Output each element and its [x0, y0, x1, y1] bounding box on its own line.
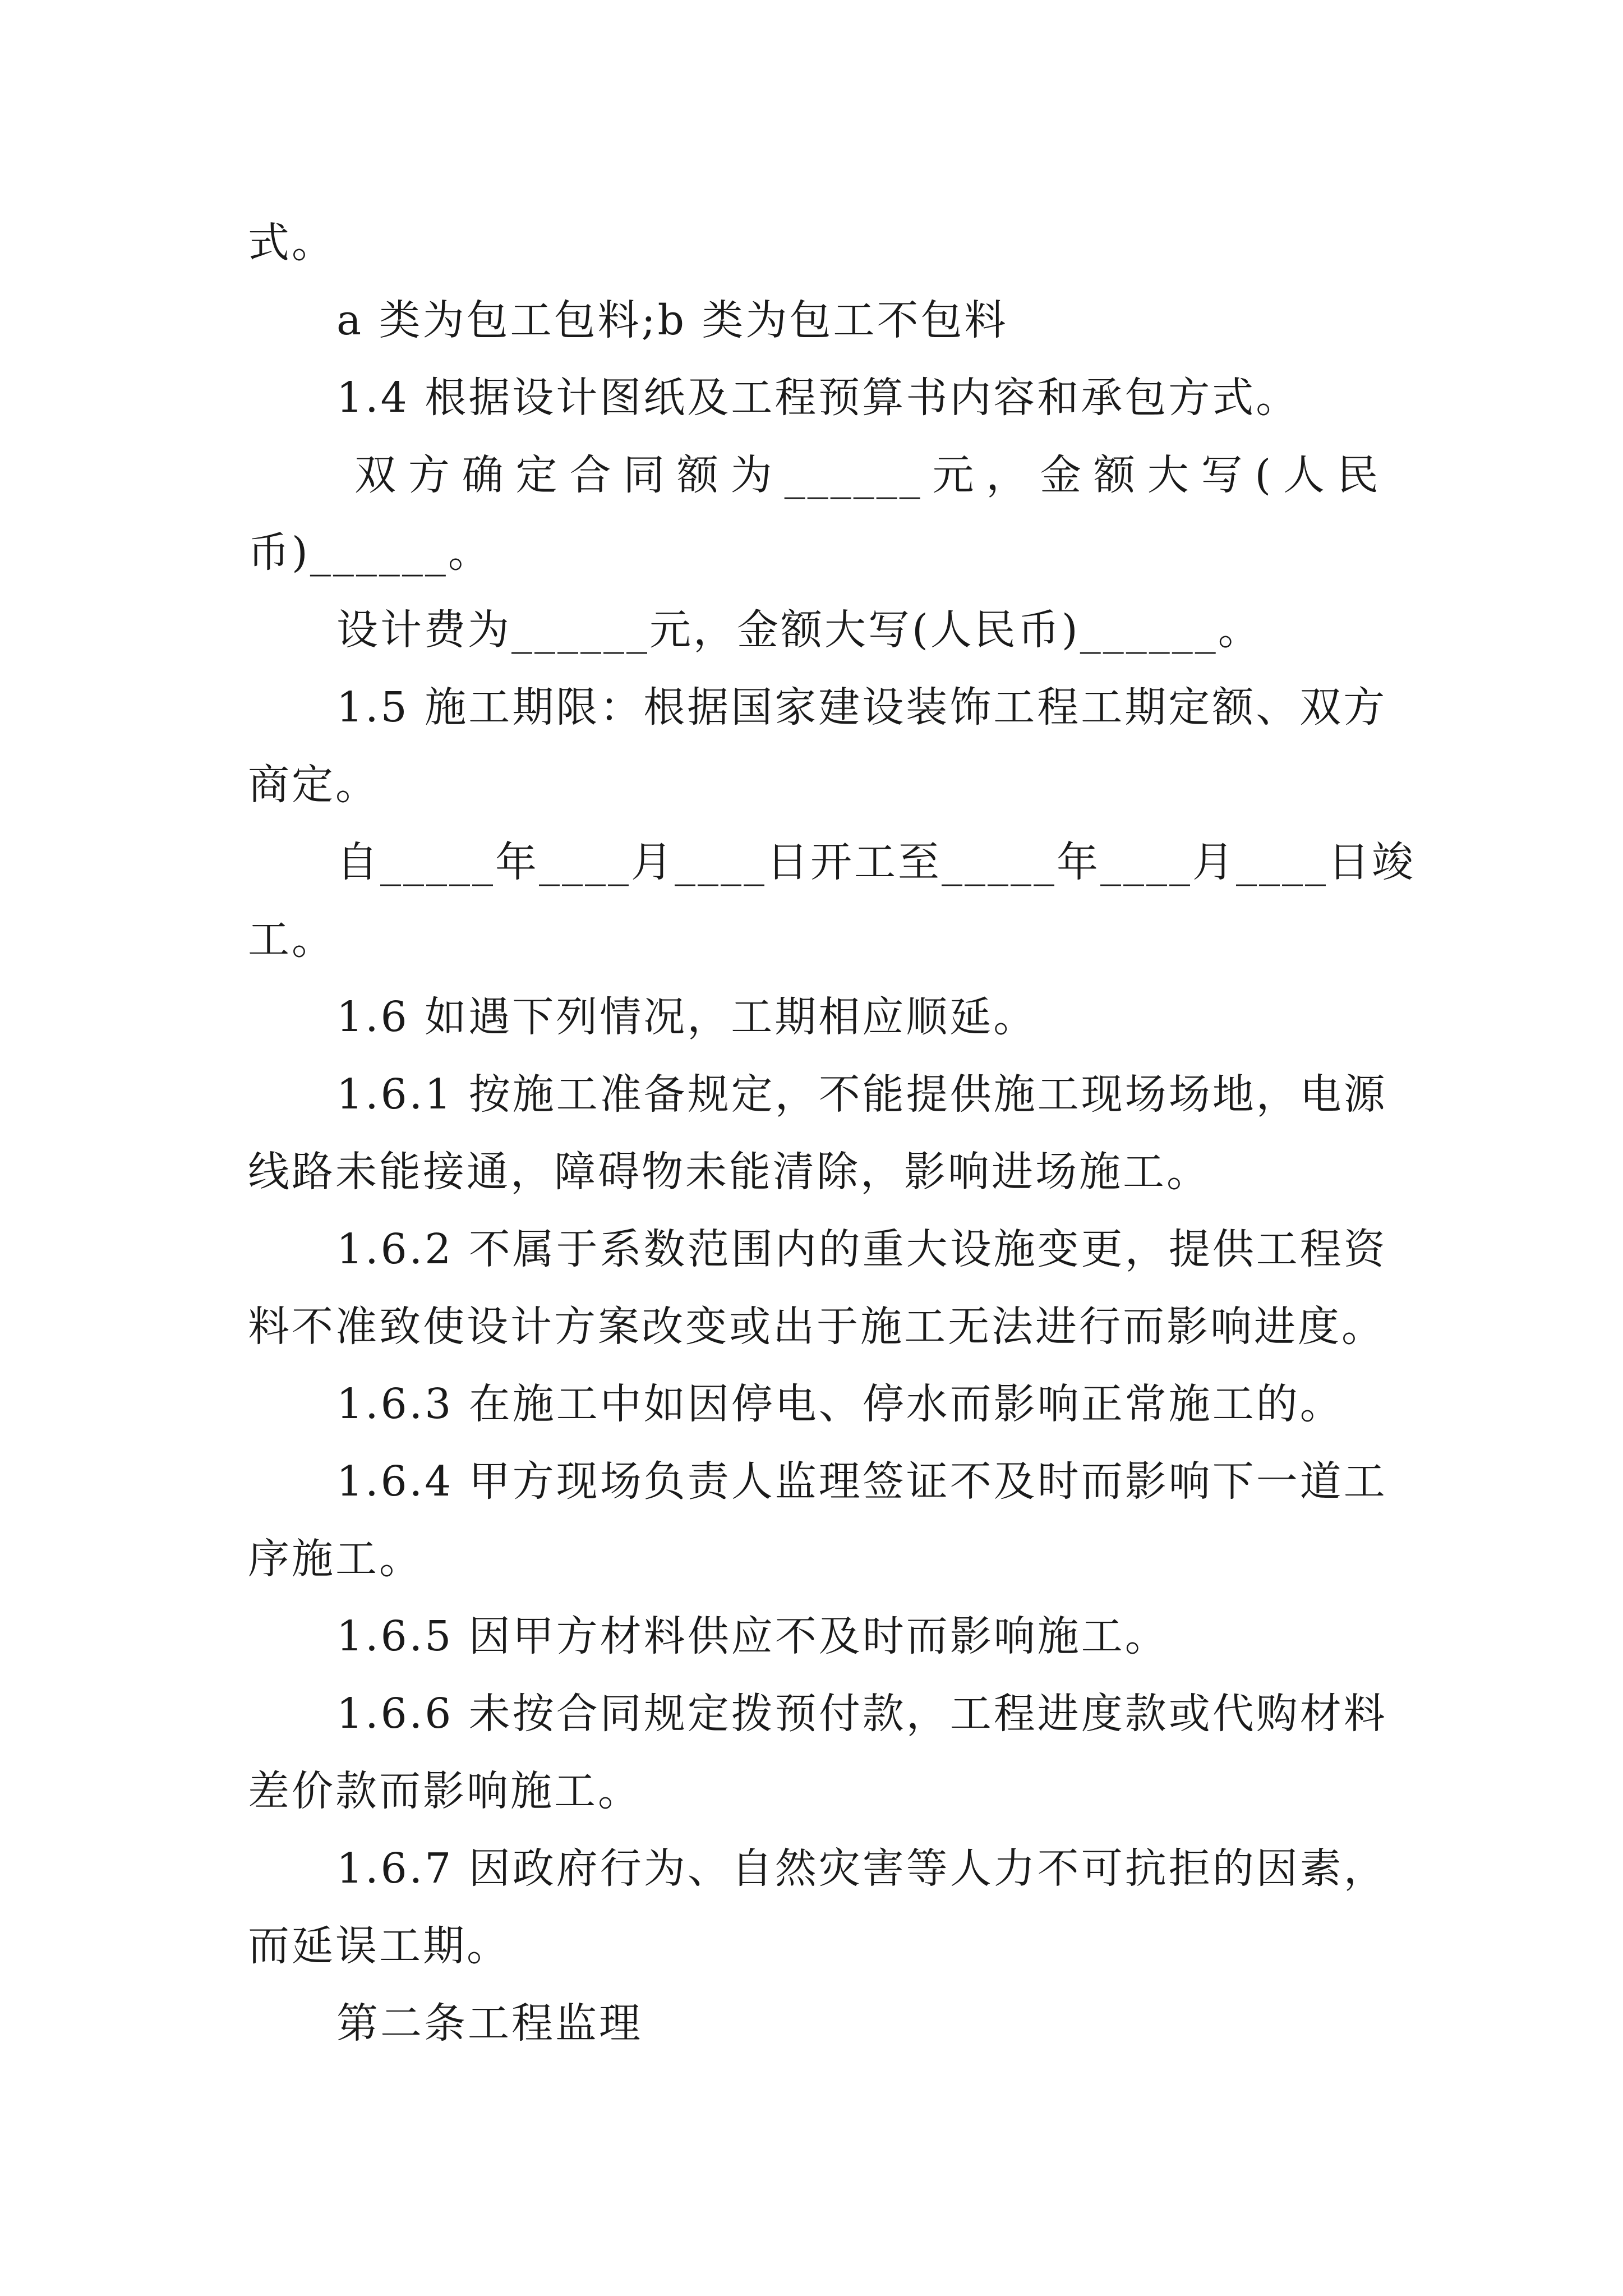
text-line: 料不准致使设计方案改变或出于施工无法进行而影响进度。	[248, 1303, 1385, 1351]
text-line: 1.5 施工期限：根据国家建设装饰工程工期定额、双方	[336, 683, 1387, 731]
text-line: a 类为包工包料;b 类为包工不包料	[336, 296, 1008, 344]
text-line: 1.6.2 不属于系数范围内的重大设施变更，提供工程资	[336, 1225, 1387, 1273]
text-line: 序施工。	[248, 1535, 423, 1583]
text-line: 1.6.7 因政府行为、自然灾害等人力不可抗拒的因素，	[336, 1844, 1387, 1893]
text-line: 商定。	[248, 761, 379, 809]
text-line: 式。	[248, 219, 335, 267]
section-heading: 第二条工程监理	[336, 1999, 643, 2047]
text-line: 1.6.3 在施工中如因停电、停水而影响正常施工的。	[336, 1380, 1344, 1428]
blank-field: ______	[784, 451, 923, 499]
text-line: 币)______。	[248, 528, 492, 577]
text-line: 1.6.1 按施工准备规定，不能提供施工现场场地，电源	[336, 1070, 1387, 1119]
text-line: 1.6.4 甲方现场负责人监理签证不及时而影响下一道工	[336, 1457, 1387, 1506]
text-line: 工。	[248, 915, 335, 964]
text-line: 1.6.6 未按合同规定拨预付款，工程进度款或代购材料	[336, 1690, 1387, 1738]
text-line: 1.6 如遇下列情况，工期相应顺延。	[336, 993, 1038, 1041]
text-line: 1.4 根据设计图纸及工程预算书内容和承包方式。	[336, 374, 1300, 422]
text-line: 而延误工期。	[248, 1922, 510, 1970]
text-line: 1.6.5 因甲方材料供应不及时而影响施工。	[336, 1612, 1169, 1660]
text-line: 设计费为______元，金额大写(人民币)______。	[336, 606, 1262, 654]
text-line: 线路未能接通，障碍物未能清除，影响进场施工。	[248, 1148, 1210, 1196]
text-line: 差价款而影响施工。	[248, 1767, 642, 1815]
text-line: 自_____年____月____日开工至_____年____月____日竣	[336, 838, 1415, 886]
contract-amount-line: 双 方 确 定 合 同 额 为 ______ 元 ， 金 额 大 写 ( 人 民	[354, 451, 1381, 499]
